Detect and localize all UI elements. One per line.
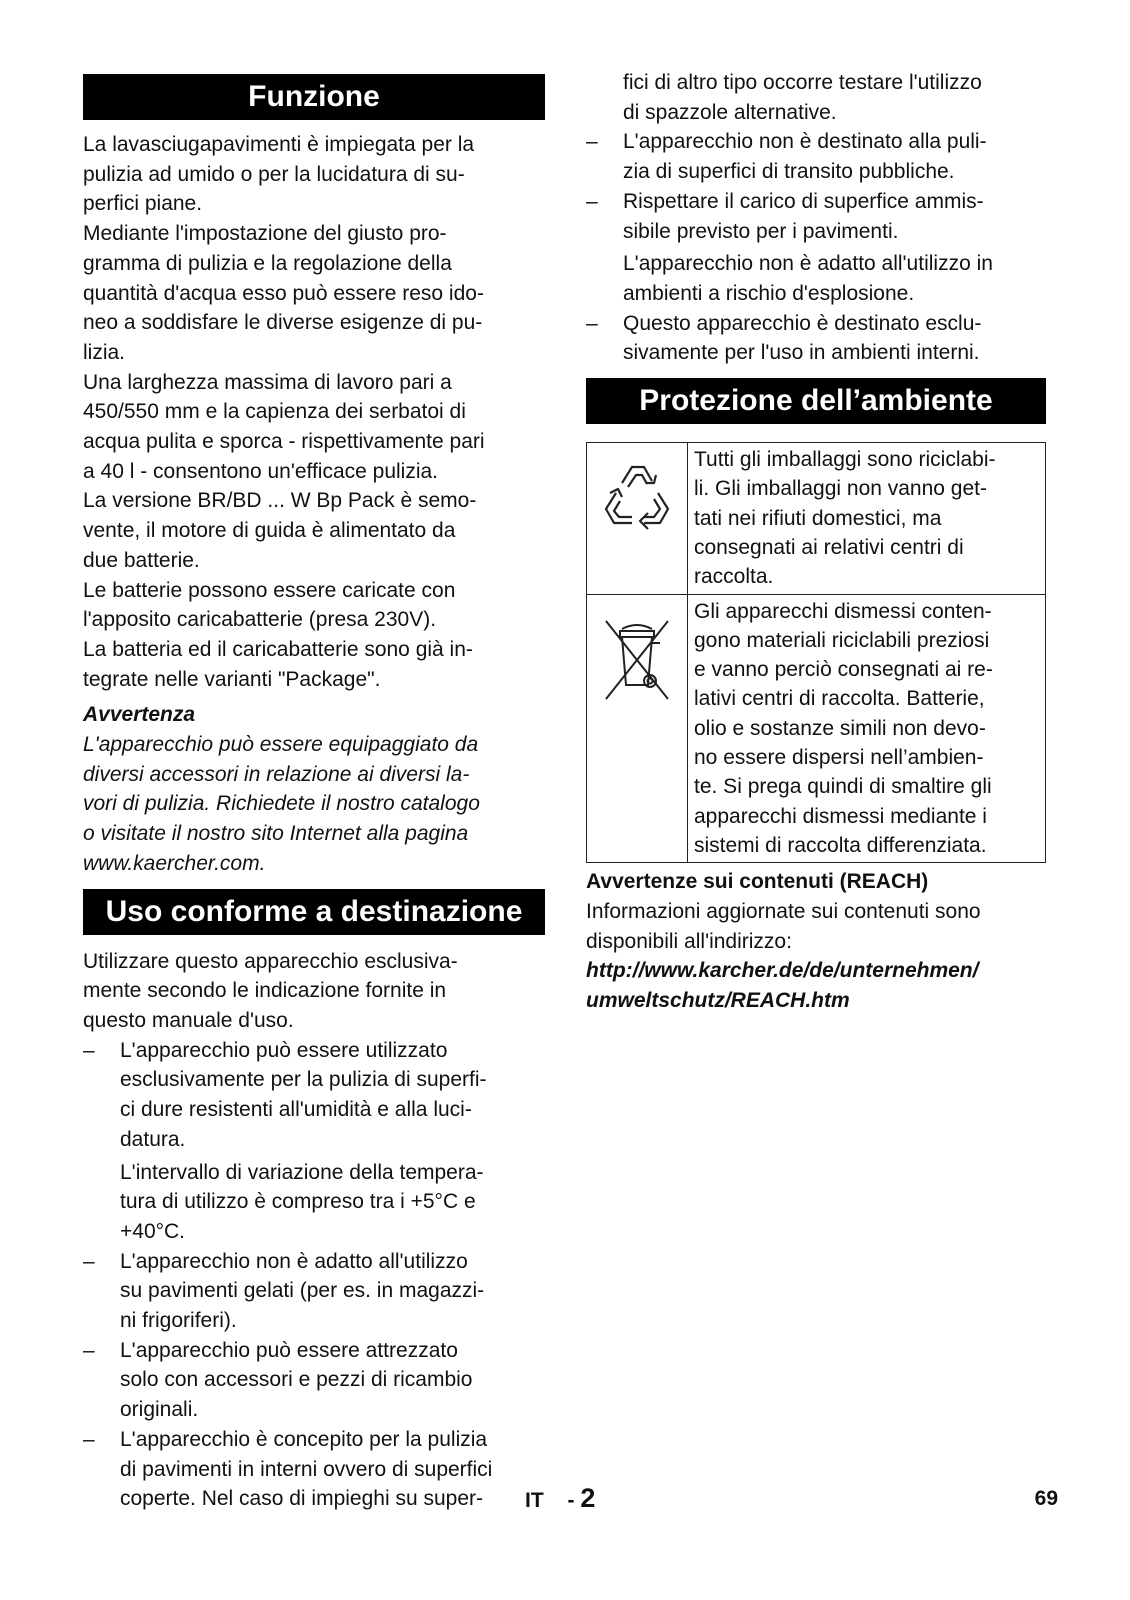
cell-line: lativi centri di raccolta. Batterie,	[694, 687, 985, 711]
item-line: zia di superfici di transito pubbliche.	[623, 160, 955, 184]
item-line: L'apparecchio può essere utilizzato	[120, 1038, 448, 1062]
section-heading-funzione: Funzione	[83, 74, 545, 120]
crossed-bin-icon	[587, 594, 688, 863]
item-extra	[623, 249, 1046, 308]
item-line: +40°C.	[120, 1219, 186, 1243]
item-line: datura.	[120, 1127, 186, 1151]
list-item	[586, 127, 1046, 186]
item-line: L'apparecchio non è adatto all'utilizzo	[120, 1249, 468, 1273]
item-line: su pavimenti gelati (per es. in magazzi-	[120, 1279, 485, 1303]
section-heading-uso: Uso conforme a destinazione	[83, 889, 545, 935]
text-line: l'apposito caricabatterie (presa 230V).	[83, 608, 437, 632]
funzione-body	[83, 130, 545, 694]
text-line: a 40 l - consentono un'efficace pulizia.	[83, 459, 439, 483]
item-line: ambienti a rischio d'esplosione.	[623, 281, 915, 305]
table-row	[587, 594, 1046, 863]
link-line[interactable]: http://www.karcher.de/de/unternehmen/	[586, 959, 979, 983]
text-line: tegrate nelle varianti "Package".	[83, 667, 381, 691]
list-item	[83, 1036, 545, 1247]
cell-line: tati nei rifiuti domestici, ma	[694, 506, 942, 530]
text-line: vente, il motore di guida è alimentato da	[83, 519, 456, 543]
text-line: di spazzole alternative.	[623, 100, 837, 124]
table-row	[587, 443, 1046, 594]
cell-line: e vanno perciò consegnati ai re-	[694, 658, 993, 682]
text-line: due batterie.	[83, 548, 200, 572]
page-number: 69	[1034, 1487, 1058, 1510]
cell-line: apparecchi dismessi mediante i	[694, 804, 987, 828]
cell-line: Gli apparecchi dismessi conten-	[694, 599, 992, 623]
item-line: L'apparecchio non è adatto all'utilizzo in	[623, 252, 993, 276]
item-line: sibile previsto per i pavimenti.	[623, 219, 899, 243]
continued-item	[586, 68, 1046, 127]
item-line: di pavimenti in interni ovvero di superfici	[120, 1457, 493, 1481]
dash-bullet: –	[83, 1338, 95, 1362]
note-body	[83, 730, 545, 879]
note-title: Avvertenza	[83, 703, 196, 727]
text-line: perfici piane.	[83, 192, 203, 216]
recycle-text	[688, 443, 1046, 594]
cell-line: gono materiali riciclabili preziosi	[694, 628, 990, 652]
note-line: o visitate il nostro sito Internet alla pagina	[83, 822, 469, 846]
text-line: mente secondo le indicazione fornite in	[83, 979, 447, 1003]
list-item	[586, 309, 1046, 368]
item-line: L'intervallo di variazione della tempera-	[120, 1160, 484, 1184]
note-line: www.kaercher.com.	[83, 851, 266, 875]
item-line: L'apparecchio può essere attrezzato	[120, 1338, 458, 1362]
dash-bullet: –	[83, 1038, 95, 1062]
list-item	[83, 1425, 545, 1514]
text-line: lizia.	[83, 340, 126, 364]
text-line: quantità d'acqua esso può essere reso ido-	[83, 281, 484, 305]
text-line: pulizia ad umido o per la lucidatura di su-	[83, 162, 465, 186]
link-line[interactable]: umweltschutz/REACH.htm	[586, 989, 850, 1012]
text-line: La versione BR/BD ... W Bp Pack è semo-	[83, 489, 477, 513]
cell-line: raccolta.	[694, 565, 774, 589]
text-line: Utilizzare questo apparecchio esclusiva-	[83, 949, 458, 973]
list-item	[83, 1247, 545, 1336]
item-line: sivamente per l'uso in ambienti interni.	[623, 341, 980, 365]
reach-title: Avvertenze sui contenuti (REACH)	[586, 870, 929, 894]
cell-line: sistemi di raccolta differenziata.	[694, 833, 987, 857]
reach-link[interactable]	[586, 956, 1046, 1015]
item-line: ci dure resistenti all'umidità e alla luci-	[120, 1098, 472, 1122]
dash-bullet: –	[83, 1427, 95, 1451]
list-item	[83, 1336, 545, 1425]
item-line: solo con accessori e pezzi di ricambio	[120, 1368, 473, 1392]
note-line: diversi accessori in relazione ai diversi la-	[83, 762, 470, 786]
dash-bullet: –	[83, 1249, 95, 1273]
reach-body	[586, 897, 1046, 956]
text-line: Informazioni aggiornate sui contenuti sono	[586, 899, 981, 923]
list-item	[586, 187, 1046, 309]
language-code: IT	[525, 1489, 544, 1512]
footer-section-label	[525, 1483, 595, 1514]
text-line: La batteria ed il caricabatterie sono già in-	[83, 637, 473, 661]
text-line: disponibili all'indirizzo:	[586, 929, 792, 953]
cell-line: consegnati ai relativi centri di	[694, 535, 964, 559]
cell-line: Tutti gli imballaggi sono riciclabi-	[694, 448, 996, 472]
text-line: Le batterie possono essere caricate con	[83, 578, 456, 602]
text-line: Una larghezza massima di lavoro pari a	[83, 370, 452, 394]
item-line: tura di utilizzo è compreso tra i +5°C e	[120, 1190, 476, 1214]
text-line: fici di altro tipo occorre testare l'utilizzo	[623, 71, 982, 94]
item-line: originali.	[120, 1398, 199, 1422]
uso-list	[83, 1036, 545, 1514]
item-line: L'apparecchio non è destinato alla puli-	[623, 130, 987, 154]
section-heading-ambiente: Protezione dell’ambiente	[586, 378, 1046, 424]
uso-intro	[83, 947, 545, 1036]
text-line: acqua pulita e sporca - rispettivamente pari	[83, 430, 485, 454]
cell-line: te. Si prega quindi di smaltire gli	[694, 775, 992, 799]
dash-bullet: –	[586, 189, 598, 213]
item-line: ni frigoriferi).	[120, 1309, 237, 1333]
note-line: vori di pulizia. Richiedete il nostro catalogo	[83, 792, 480, 816]
text-line: neo a soddisfare le diverse esigenze di pu-	[83, 311, 483, 335]
item-line: esclusivamente per la pulizia di superfi-	[120, 1068, 487, 1092]
section-number: 2	[580, 1483, 596, 1513]
environment-table	[586, 442, 1046, 863]
note-line: L'apparecchio può essere equipaggiato da	[83, 733, 479, 757]
text-line: Mediante l'impostazione del giusto pro-	[83, 222, 447, 246]
item-line: Rispettare il carico di superfice ammis-	[623, 189, 984, 213]
cell-line: olio e sostanze simili non devo-	[694, 716, 986, 740]
text-line: 450/550 mm e la capienza dei serbatoi di	[83, 400, 466, 424]
uso-list-continued	[586, 127, 1046, 368]
item-line: Questo apparecchio è destinato esclu-	[623, 311, 982, 335]
weee-text	[688, 594, 1046, 863]
item-line: L'apparecchio è concepito per la pulizia	[120, 1427, 488, 1451]
text-line: questo manuale d'uso.	[83, 1008, 294, 1032]
text-line: La lavasciugapavimenti è impiegata per la	[83, 133, 475, 156]
dash-bullet: –	[586, 130, 598, 154]
left-column	[83, 68, 545, 1514]
separator: -	[567, 1489, 575, 1512]
item-extra	[120, 1158, 545, 1247]
cell-line: li. Gli imballaggi non vanno get-	[694, 477, 987, 501]
cell-line: no essere dispersi nell’ambien-	[694, 746, 984, 769]
text-line: gramma di pulizia e la regolazione della	[83, 251, 452, 275]
right-column	[586, 68, 1046, 1016]
dash-bullet: –	[586, 311, 598, 335]
item-line: coperte. Nel caso di impieghi su super-	[120, 1487, 484, 1511]
recycle-icon	[587, 443, 688, 594]
